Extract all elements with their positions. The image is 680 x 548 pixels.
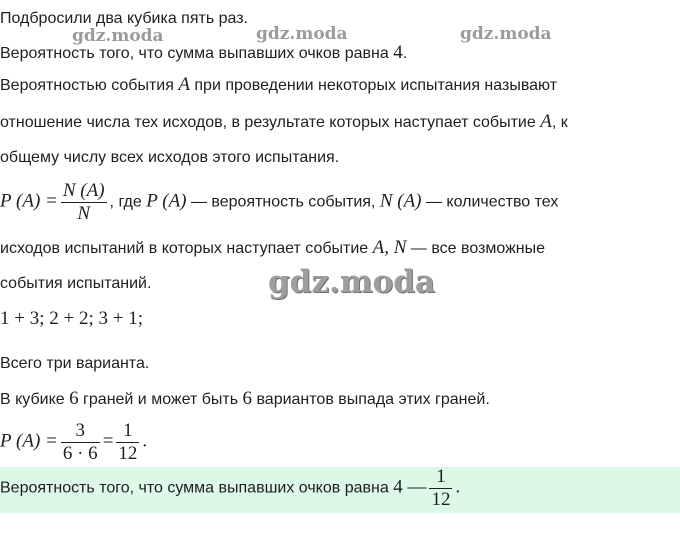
definition-text: отношение числа тех исходов, в результате которых наступает событие	[0, 114, 541, 131]
calc-lhs: P (A) =	[0, 430, 58, 452]
period: .	[142, 430, 148, 452]
answer-value: 4 —	[393, 476, 427, 498]
task-line-2	[0, 42, 407, 65]
definition-line-3: общему числу всех исходов этого испытания.	[0, 149, 340, 166]
watermark-large: gdz.moda	[268, 264, 435, 300]
definition-text: , к	[551, 114, 568, 131]
watermark: gdz.moda	[460, 24, 552, 44]
formula-text: , где	[109, 193, 147, 211]
cube-text: вариантов выпада этих граней.	[252, 391, 490, 408]
definition-line-2	[0, 111, 568, 134]
formula-text: — количество тех	[421, 193, 559, 211]
task-line-1: Подбросили два кубика пять раз.	[0, 10, 248, 27]
math-number: 6	[69, 388, 79, 409]
watermark: gdz.moda	[256, 24, 348, 44]
total-line: Всего три варианта.	[0, 355, 150, 372]
math-expr: N (A)	[379, 190, 422, 212]
watermark: gdz.moda	[72, 26, 164, 46]
cube-line	[0, 388, 490, 411]
formula-text: — все возможные	[406, 240, 546, 257]
fraction-numerator: 1	[429, 466, 452, 489]
math-number: 6	[242, 388, 253, 409]
fraction-numerator: 3	[61, 420, 100, 443]
fraction-numerator: 1	[116, 420, 139, 443]
definition-text: при проведении некоторых испытания называют	[189, 77, 558, 94]
formula-text: исходов испытаний в которых наступает событие	[0, 240, 373, 257]
equals-sign: =	[102, 430, 114, 452]
fraction-denominator: N	[77, 203, 91, 224]
formula-text: — вероятность события,	[186, 193, 380, 211]
fraction-denominator: 12	[431, 489, 451, 510]
calc-fraction-1	[61, 420, 100, 465]
math-var: A	[178, 74, 190, 95]
answer-line	[0, 466, 460, 511]
math-expr: A, N	[372, 237, 407, 258]
answer-fraction	[429, 466, 452, 511]
formula-line-2	[0, 237, 545, 260]
task-value: 4	[393, 42, 403, 63]
fraction-denominator: 6 · 6	[62, 443, 98, 464]
calc-line	[0, 420, 147, 465]
formula-line-3: события испытаний.	[0, 275, 152, 292]
formula-lhs: P (A) =	[0, 190, 58, 212]
task-text: Вероятность того, что сумма выпавших очков равна	[0, 45, 394, 62]
answer-text: Вероятность того, что сумма выпавших очков равна	[0, 479, 394, 497]
cube-text: граней и может быть	[78, 391, 243, 408]
period: .	[455, 476, 461, 498]
cube-text: В кубике	[0, 391, 70, 408]
definition-line-1	[0, 74, 557, 97]
definition-text: Вероятностью события	[0, 77, 179, 94]
fraction-numerator: N (A)	[62, 180, 105, 201]
math-expr: P (A)	[146, 190, 187, 212]
fraction-denominator: 12	[118, 443, 138, 464]
formula-line	[0, 180, 558, 225]
variants-line: 1 + 3; 2 + 2; 3 + 1;	[0, 308, 143, 329]
math-var: A	[540, 111, 552, 132]
formula-fraction	[61, 180, 107, 225]
task-period: .	[402, 45, 408, 62]
calc-fraction-2	[116, 420, 139, 465]
